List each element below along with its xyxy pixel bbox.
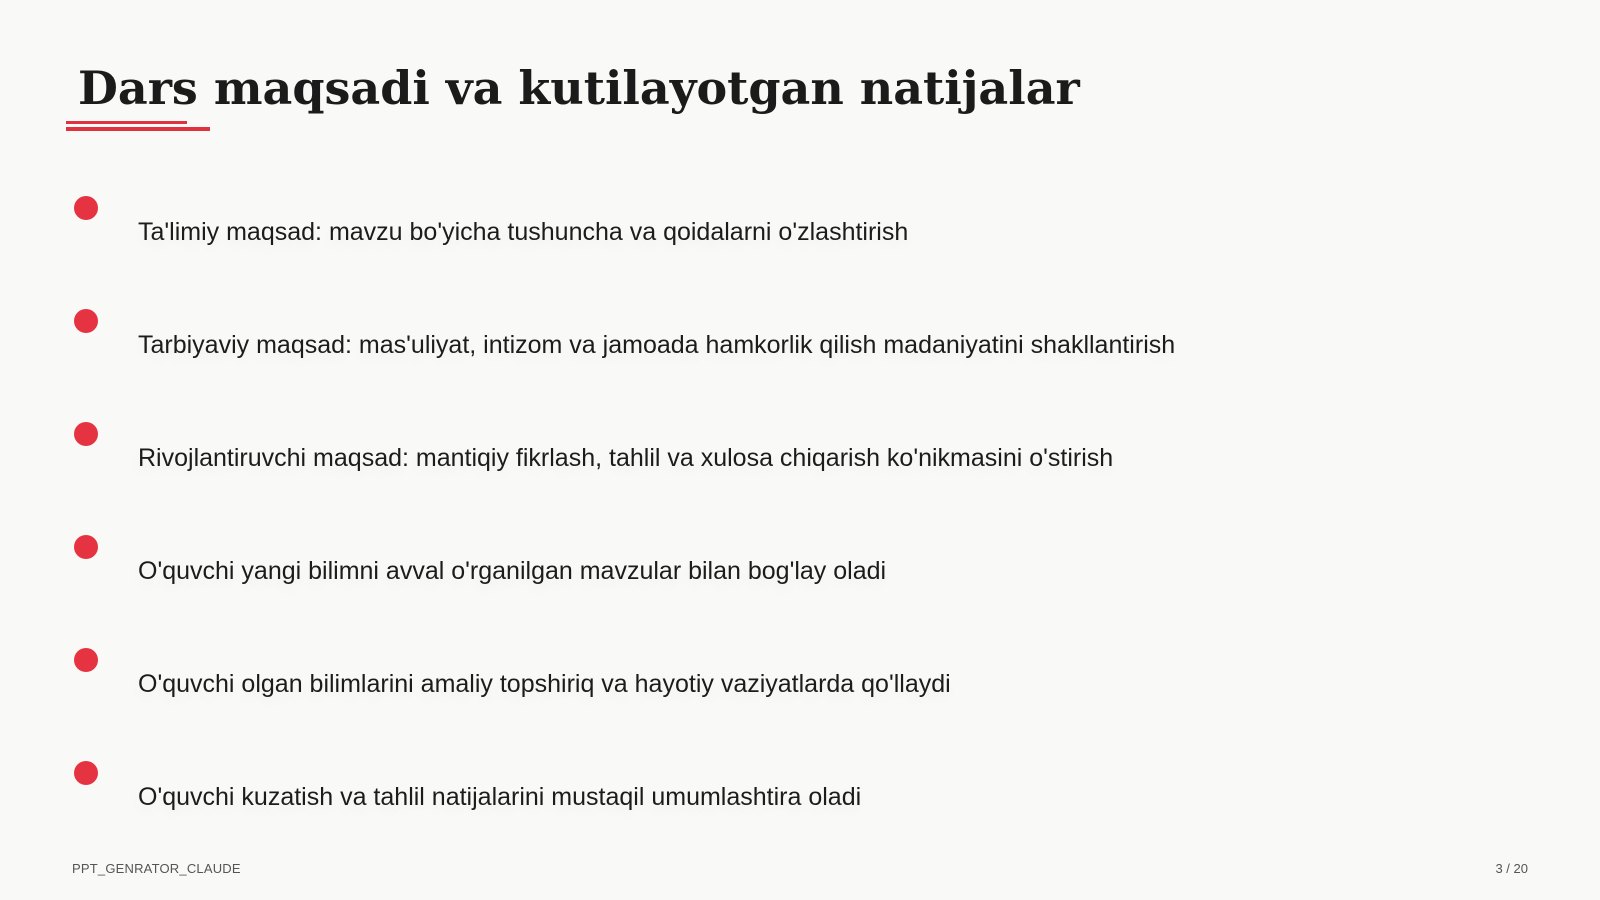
bullet-text: O'quvchi olgan bilimlarini amaliy topshiriq va hayotiy vaziyatlarda qo'llaydi	[138, 670, 951, 698]
bullet-text: O'quvchi kuzatish va tahlil natijalarini mustaqil umumlashtira oladi	[138, 783, 862, 811]
bullet-item	[0, 535, 1500, 615]
title-underline-accent	[66, 121, 187, 124]
bullet-dot-icon	[74, 648, 98, 672]
bullet-text: Tarbiyaviy maqsad: mas'uliyat, intizom va jamoada hamkorlik qilish madaniyatini shakllantirish	[138, 331, 1176, 359]
bullet-dot-icon	[74, 196, 98, 220]
footer-brand: PPT_GENRATOR_CLAUDE	[72, 861, 241, 876]
bullet-dot-icon	[74, 761, 98, 785]
bullet-item	[0, 196, 1500, 276]
bullet-dot-icon	[74, 535, 98, 559]
page-indicator: 3 / 20	[1495, 861, 1528, 876]
bullet-item	[0, 309, 1500, 389]
bullet-dot-icon	[74, 309, 98, 333]
slide-title: Dars maqsadi va kutilayotgan natijalar	[78, 61, 1080, 115]
bullet-item	[0, 648, 1500, 728]
bullet-text: Ta'limiy maqsad: mavzu bo'yicha tushuncha va qoidalarni o'zlashtirish	[138, 218, 909, 246]
title-underline	[66, 127, 210, 131]
bullet-text: O'quvchi yangi bilimni avval o'rganilgan mavzular bilan bog'lay oladi	[138, 557, 887, 585]
bullet-item	[0, 422, 1500, 502]
bullet-item	[0, 761, 1500, 841]
bullet-text: Rivojlantiruvchi maqsad: mantiqiy fikrlash, tahlil va xulosa chiqarish ko'nikmasini o'stirish	[138, 444, 1114, 472]
bullet-dot-icon	[74, 422, 98, 446]
